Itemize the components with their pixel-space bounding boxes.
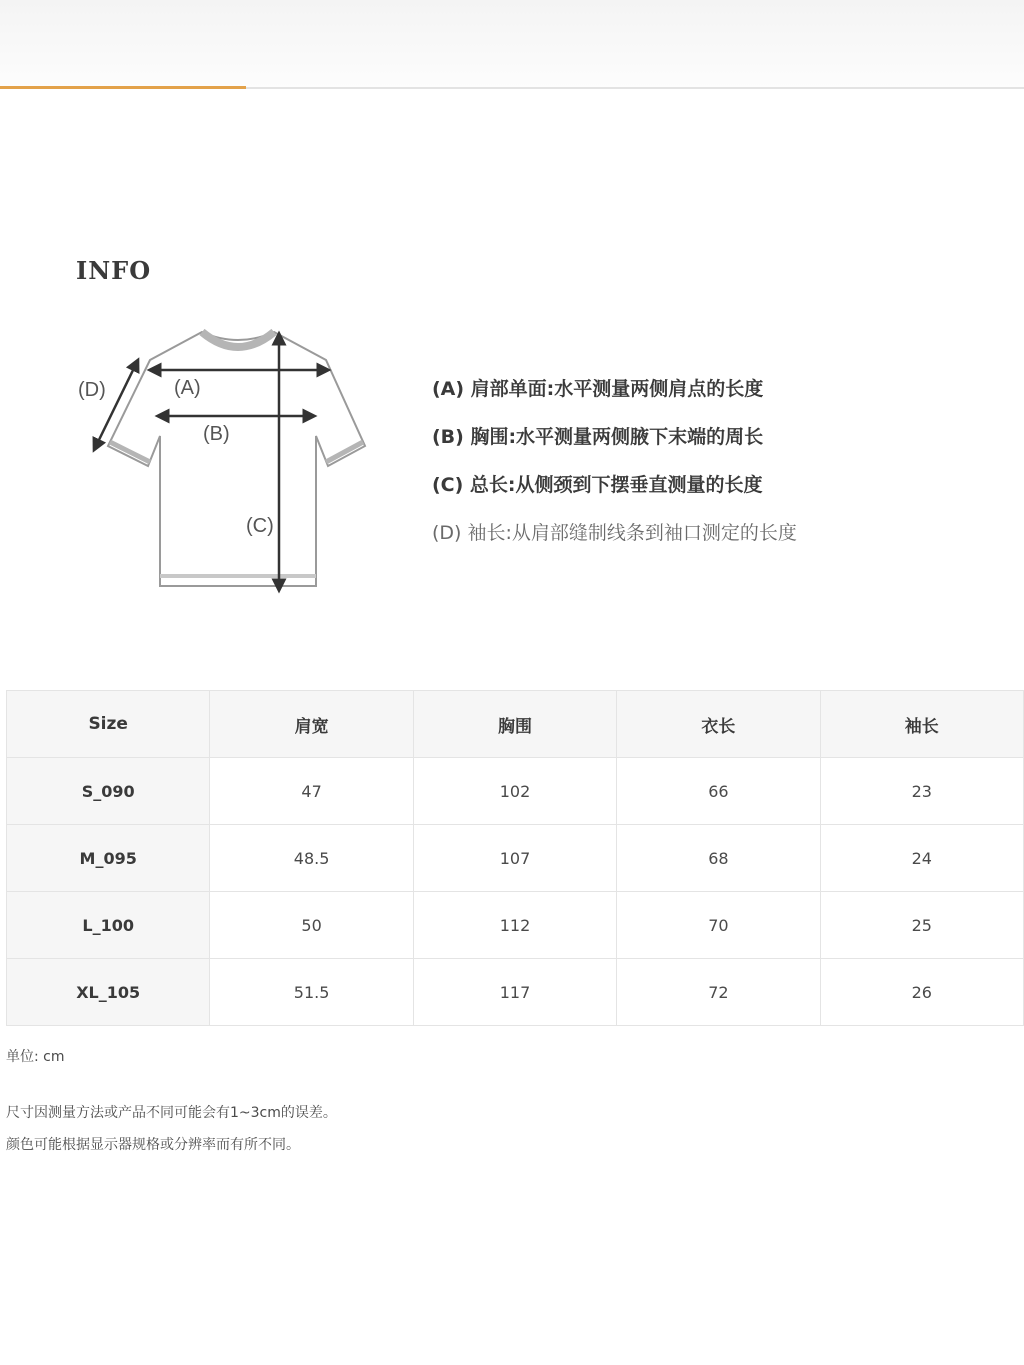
unit-note: 单位: cm <box>6 1049 65 1065</box>
cell-sleeve: 26 <box>820 959 1023 1026</box>
table-row <box>7 825 1024 892</box>
legend-item-a: (A) 肩部单面:水平测量两侧肩点的长度 <box>432 378 764 400</box>
label-d: (D) <box>78 379 106 401</box>
cell-chest: 107 <box>413 825 616 892</box>
cell-size: XL_105 <box>7 959 210 1026</box>
cell-length: 70 <box>617 892 820 959</box>
disclaimer-measurement: 尺寸因测量方法或产品不同可能会有1~3cm的误差。 <box>6 1105 337 1121</box>
cell-sleeve: 23 <box>820 758 1023 825</box>
cell-size: S_090 <box>7 758 210 825</box>
table-row <box>7 959 1024 1026</box>
cell-chest: 112 <box>413 892 616 959</box>
header-sleeve: 袖长 <box>820 691 1023 758</box>
tshirt-diagram <box>70 318 380 608</box>
cell-shoulder: 51.5 <box>210 959 413 1026</box>
measure-line-d <box>96 364 136 446</box>
legend-item-b: (B) 胸围:水平测量两侧腋下末端的周长 <box>432 426 764 448</box>
cell-length: 72 <box>617 959 820 1026</box>
table-row <box>7 758 1024 825</box>
header-chest: 胸围 <box>413 691 616 758</box>
header-length: 衣长 <box>617 691 820 758</box>
cell-sleeve: 24 <box>820 825 1023 892</box>
cell-size: L_100 <box>7 892 210 959</box>
table-row <box>7 892 1024 959</box>
cell-shoulder: 48.5 <box>210 825 413 892</box>
label-b: (B) <box>203 423 230 445</box>
header-shoulder: 肩宽 <box>210 691 413 758</box>
cell-sleeve: 25 <box>820 892 1023 959</box>
label-c: (C) <box>246 515 274 537</box>
cell-shoulder: 50 <box>210 892 413 959</box>
cell-length: 66 <box>617 758 820 825</box>
info-heading: INFO <box>76 256 152 285</box>
top-bar <box>0 0 1024 88</box>
cell-chest: 102 <box>413 758 616 825</box>
cell-size: M_095 <box>7 825 210 892</box>
cell-shoulder: 47 <box>210 758 413 825</box>
table-header-row <box>7 691 1024 758</box>
size-chart-table <box>6 690 1024 1026</box>
header-size: Size <box>7 691 210 758</box>
cell-chest: 117 <box>413 959 616 1026</box>
measurement-legend <box>432 374 952 566</box>
legend-item-d: (D) 袖长:从肩部缝制线条到袖口测定的长度 <box>432 522 797 544</box>
disclaimer-color: 颜色可能根据显示器规格或分辨率而有所不同。 <box>6 1137 300 1153</box>
legend-item-c: (C) 总长:从侧颈到下摆垂直测量的长度 <box>432 474 763 496</box>
cell-length: 68 <box>617 825 820 892</box>
active-tab-indicator[interactable] <box>0 86 246 89</box>
label-a: (A) <box>174 377 201 399</box>
